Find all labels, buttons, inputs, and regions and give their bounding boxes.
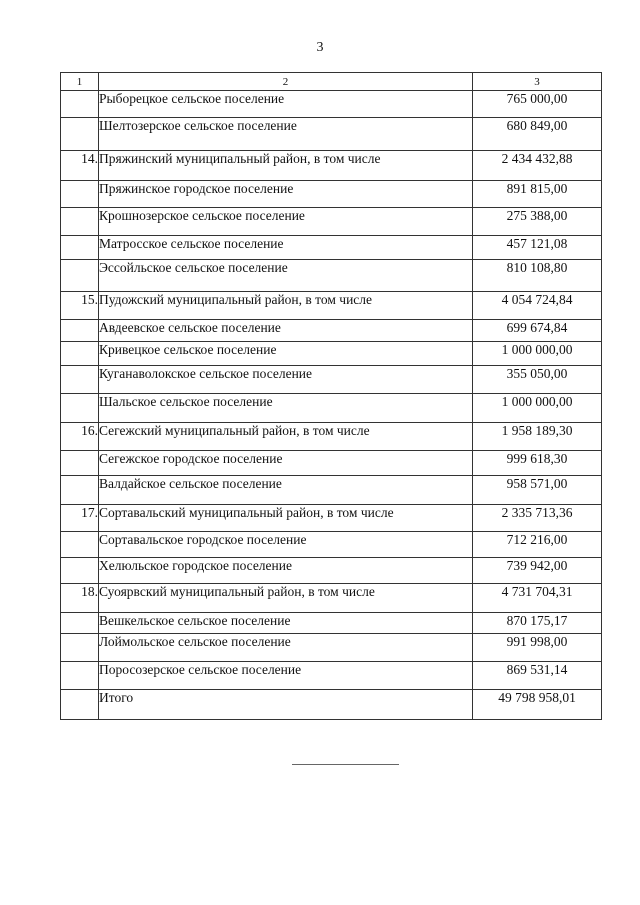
row-name: Эссойльское сельское поселение xyxy=(99,260,473,292)
row-amount: 49 798 958,01 xyxy=(473,690,602,720)
row-amount: 739 942,00 xyxy=(473,558,602,584)
row-number xyxy=(61,260,99,292)
page-number: 3 xyxy=(316,40,324,55)
table-row xyxy=(61,320,602,342)
table-row xyxy=(61,342,602,366)
row-number xyxy=(61,181,99,208)
table-row xyxy=(61,532,602,558)
row-name: Хелюльское городское поселение xyxy=(99,558,473,584)
row-amount: 869 531,14 xyxy=(473,662,602,690)
row-number xyxy=(61,662,99,690)
row-name: Пряжинский муниципальный район, в том числе xyxy=(99,151,473,181)
row-number xyxy=(61,558,99,584)
row-name: Шелтозерское сельское поселение xyxy=(99,118,473,151)
row-name: Вешкельское сельское поселение xyxy=(99,613,473,634)
row-name: Крошнозерское сельское поселение xyxy=(99,208,473,236)
row-name: Поросозерское сельское поселение xyxy=(99,662,473,690)
row-amount: 355 050,00 xyxy=(473,366,602,394)
table-row xyxy=(61,584,602,613)
table-body xyxy=(61,91,602,720)
row-number xyxy=(61,342,99,366)
table-row xyxy=(61,634,602,662)
row-name: Матросское сельское поселение xyxy=(99,236,473,260)
row-amount: 991 998,00 xyxy=(473,634,602,662)
table-row xyxy=(61,690,602,720)
table-row xyxy=(61,613,602,634)
row-amount: 680 849,00 xyxy=(473,118,602,151)
allocation-table xyxy=(60,72,602,720)
row-number xyxy=(61,91,99,118)
row-name: Итого xyxy=(99,690,473,720)
table-row xyxy=(61,292,602,320)
row-amount: 1 958 189,30 xyxy=(473,423,602,451)
row-name: Кривецкое сельское поселение xyxy=(99,342,473,366)
row-number xyxy=(61,208,99,236)
row-name: Сегежское городское поселение xyxy=(99,451,473,476)
end-rule xyxy=(292,764,399,765)
column-header-3: 3 xyxy=(473,73,602,91)
row-amount: 810 108,80 xyxy=(473,260,602,292)
row-name: Сортавальское городское поселение xyxy=(99,532,473,558)
row-amount: 2 335 713,36 xyxy=(473,505,602,532)
table-row xyxy=(61,260,602,292)
row-number xyxy=(61,532,99,558)
row-number xyxy=(61,476,99,505)
row-number: 15. xyxy=(61,292,99,320)
row-number xyxy=(61,320,99,342)
row-number xyxy=(61,236,99,260)
row-name: Лоймольское сельское поселение xyxy=(99,634,473,662)
row-number xyxy=(61,394,99,423)
row-name: Рыборецкое сельское поселение xyxy=(99,91,473,118)
row-number xyxy=(61,690,99,720)
row-amount: 4 054 724,84 xyxy=(473,292,602,320)
table-row xyxy=(61,558,602,584)
row-name: Пудожский муниципальный район, в том числе xyxy=(99,292,473,320)
row-number xyxy=(61,613,99,634)
table-row xyxy=(61,366,602,394)
column-header-2: 2 xyxy=(99,73,473,91)
row-amount: 4 731 704,31 xyxy=(473,584,602,613)
table-row xyxy=(61,476,602,505)
row-name: Суоярвский муниципальный район, в том числе xyxy=(99,584,473,613)
table-row xyxy=(61,91,602,118)
row-amount: 1 000 000,00 xyxy=(473,394,602,423)
table-row xyxy=(61,451,602,476)
table-row xyxy=(61,208,602,236)
row-amount: 999 618,30 xyxy=(473,451,602,476)
table-row xyxy=(61,118,602,151)
table-row xyxy=(61,505,602,532)
row-amount: 2 434 432,88 xyxy=(473,151,602,181)
row-amount: 275 388,00 xyxy=(473,208,602,236)
row-amount: 765 000,00 xyxy=(473,91,602,118)
table-row xyxy=(61,181,602,208)
table-row xyxy=(61,662,602,690)
row-name: Пряжинское городское поселение xyxy=(99,181,473,208)
row-number: 18. xyxy=(61,584,99,613)
table-row xyxy=(61,236,602,260)
table-row xyxy=(61,394,602,423)
row-name: Авдеевское сельское поселение xyxy=(99,320,473,342)
row-amount: 1 000 000,00 xyxy=(473,342,602,366)
row-amount: 958 571,00 xyxy=(473,476,602,505)
row-name: Сегежский муниципальный район, в том числе xyxy=(99,423,473,451)
row-number: 14. xyxy=(61,151,99,181)
row-number xyxy=(61,118,99,151)
row-number xyxy=(61,366,99,394)
row-name: Валдайское сельское поселение xyxy=(99,476,473,505)
row-name: Шальское сельское поселение xyxy=(99,394,473,423)
row-number xyxy=(61,634,99,662)
row-name: Сортавальский муниципальный район, в том числе xyxy=(99,505,473,532)
row-amount: 870 175,17 xyxy=(473,613,602,634)
table-row xyxy=(61,151,602,181)
row-amount: 699 674,84 xyxy=(473,320,602,342)
row-name: Куганаволокское сельское поселение xyxy=(99,366,473,394)
row-amount: 712 216,00 xyxy=(473,532,602,558)
column-header-1: 1 xyxy=(61,73,99,91)
row-number: 17. xyxy=(61,505,99,532)
table-row xyxy=(61,423,602,451)
row-amount: 891 815,00 xyxy=(473,181,602,208)
row-number xyxy=(61,451,99,476)
row-number: 16. xyxy=(61,423,99,451)
row-amount: 457 121,08 xyxy=(473,236,602,260)
table-header-row xyxy=(61,73,602,91)
